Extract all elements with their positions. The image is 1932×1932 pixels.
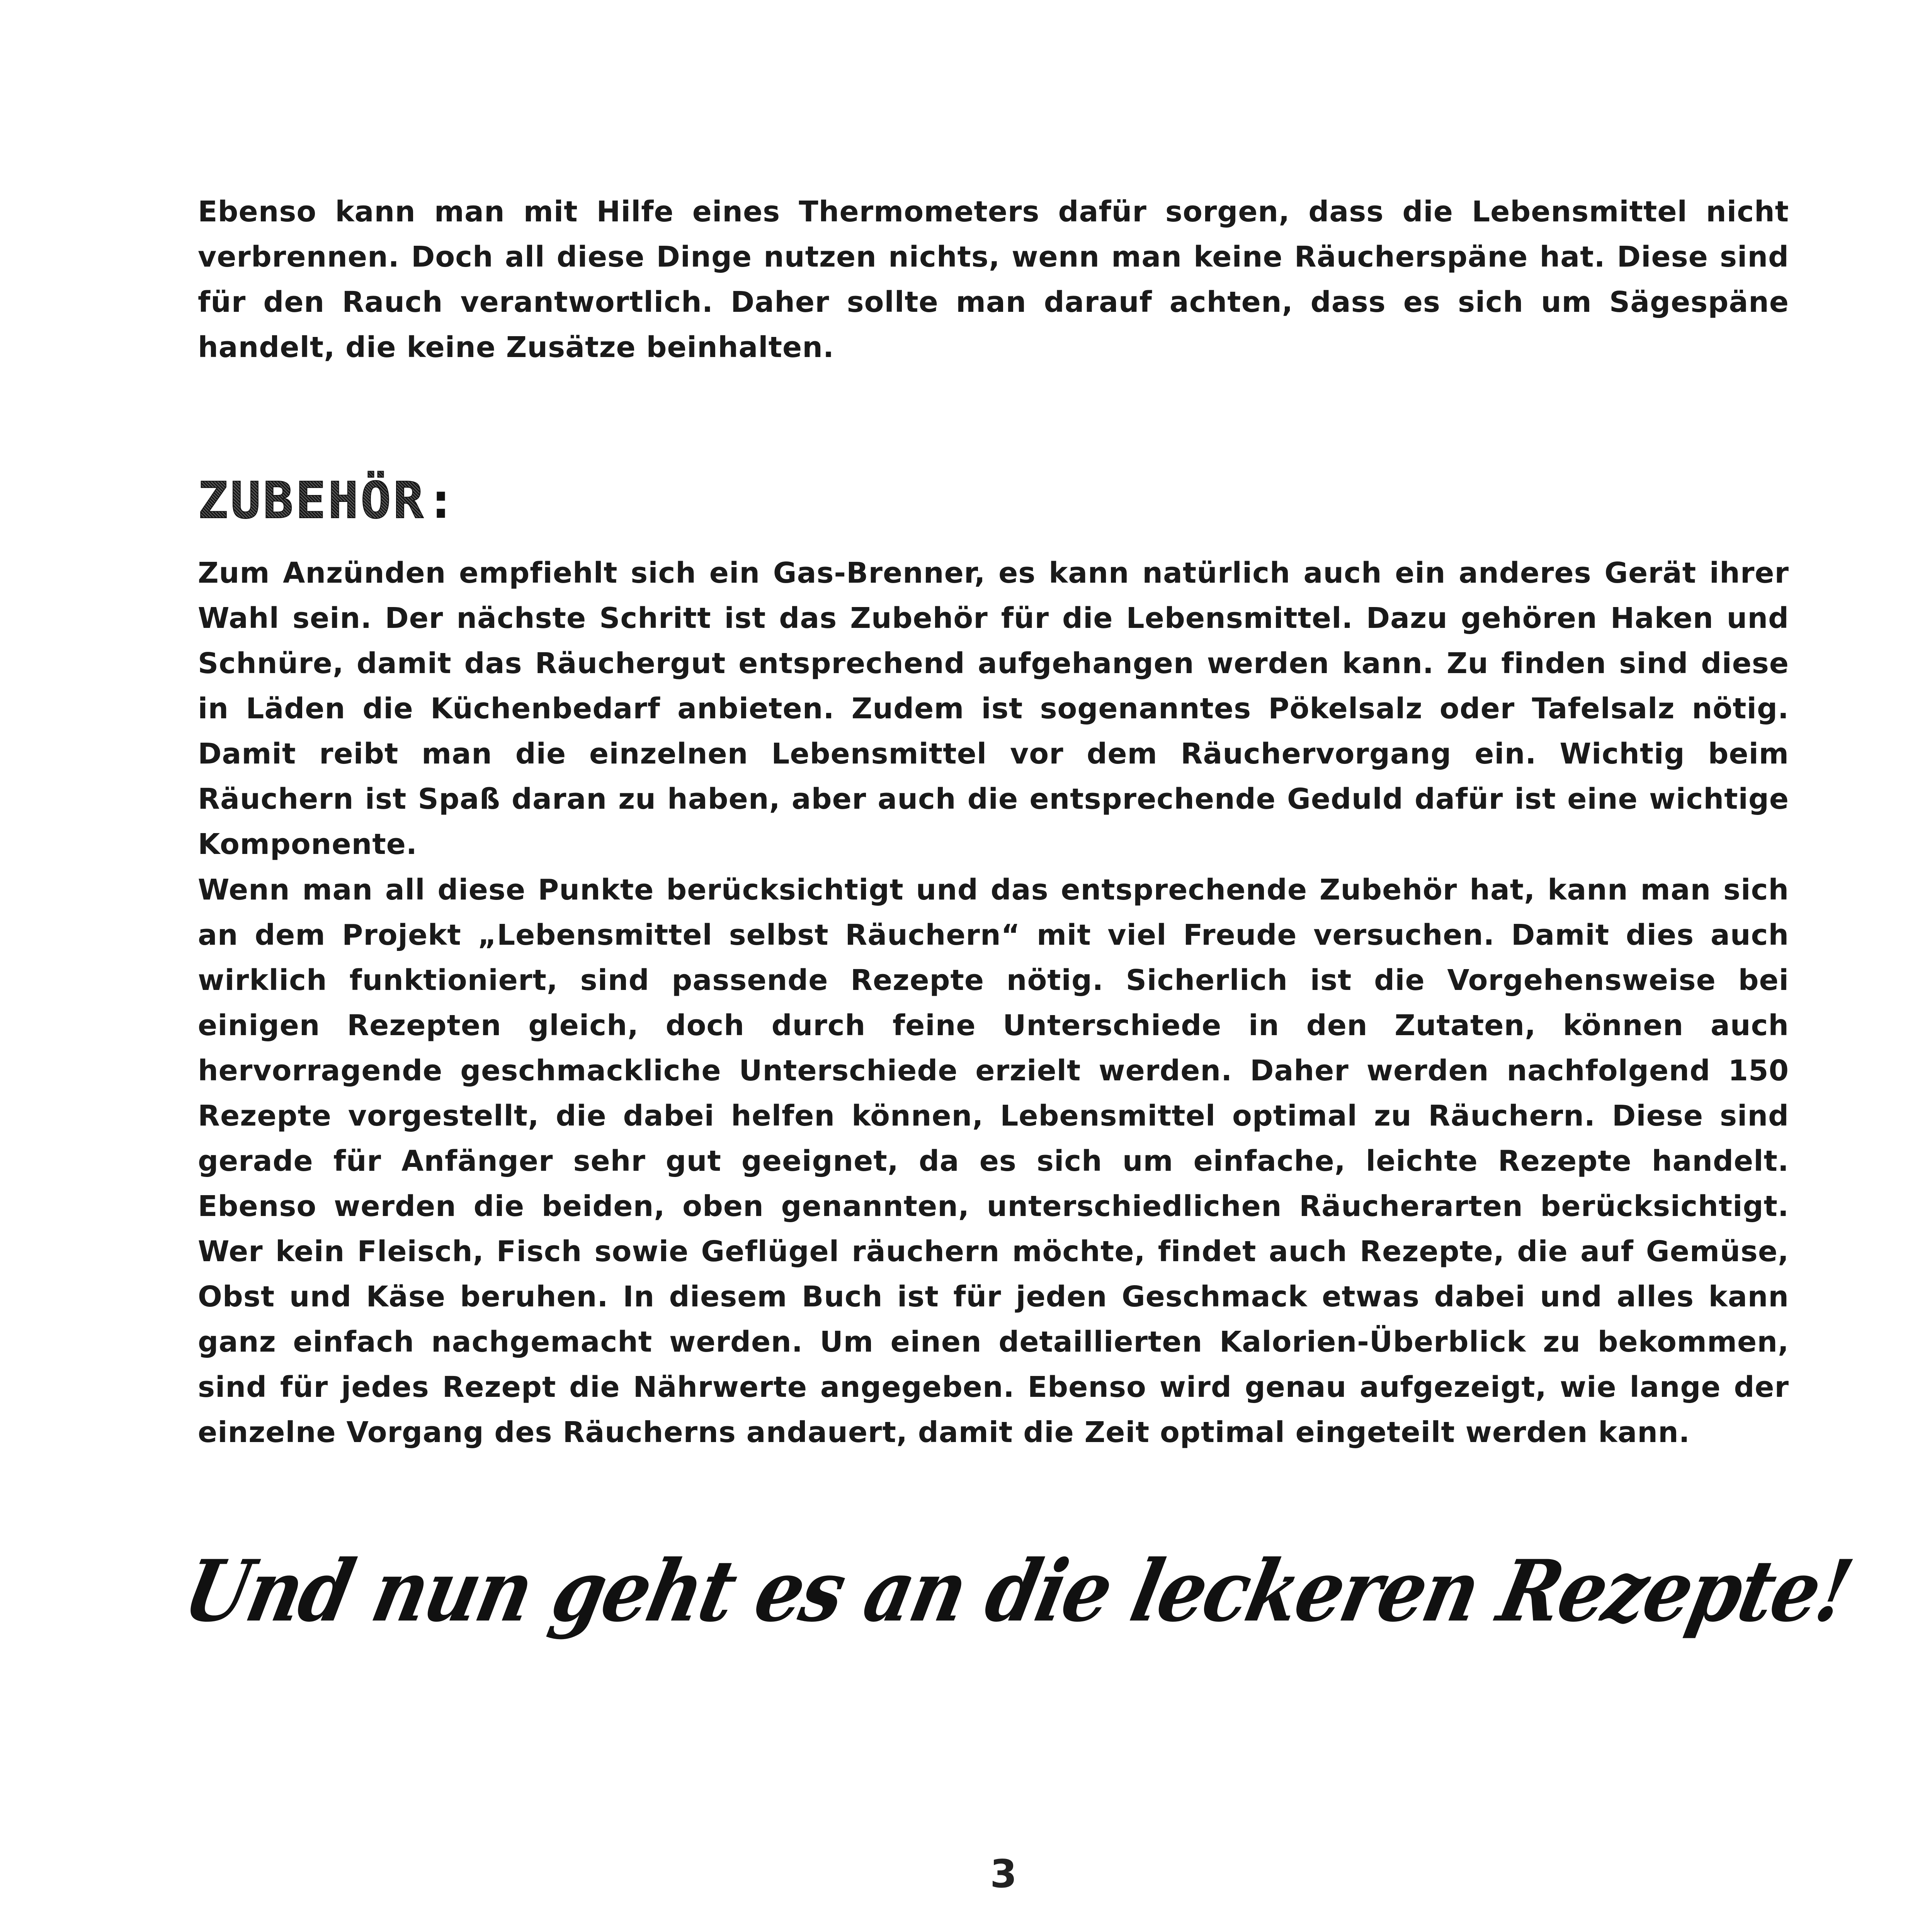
closing-script-line: Und nun geht es an die leckeren Rezepte! xyxy=(176,1541,1859,1641)
accessories-paragraph: Zum Anzünden empfiehlt sich ein Gas-Brenner, es kann natürlich auch ein anderes Gerät ihrer Wahl sein. Der nächste Schritt ist das Zubehör für die Lebensmittel. Dazu gehören Haken und Schnüre, damit das Räuchergut entsprechend aufgehangen werden kann. Zu finden sind diese in Läden die Küchenbedarf anbieten. Zudem ist sogenanntes Pökelsalz oder Tafelsalz nötig. Damit reibt man die einzelnen Lebensmittel vor dem Räuchervorgang ein. Wichtig beim Räuchern ist Spaß daran zu haben, aber auch die entsprechende Geduld dafür ist eine wichtige Komponente. xyxy=(198,556,1789,861)
intro-paragraph: Ebenso kann man mit Hilfe eines Thermometers dafür sorgen, dass die Lebensmittel nicht verbrennen. Doch all diese Dinge nutzen nichts, wenn man keine Räucherspäne hat. Diese sind für den Rauch verantwortlich. Daher sollte man darauf achten, dass es sich um Sägespäne handelt, die keine Zusätze beinhalten. xyxy=(198,195,1789,364)
section-heading-text: ZUBEHÖR xyxy=(198,471,426,530)
section-heading-colon: : xyxy=(425,471,459,530)
summary-paragraph: Wenn man all diese Punkte berücksichtigt und das entsprechende Zubehör hat, kann man sich an dem Projekt „Lebensmittel selbst Räuchern“ mit viel Freude versuchen. Damit dies auch wirklich funktioniert, sind passende Rezepte nötig. Sicherlich ist die Vorgehensweise bei einigen Rezepten gleich, doch durch feine Unterschiede in den Zutaten, können auch hervorragende geschmackliche Unterschiede erzielt werden. Daher werden nachfolgend 150 Rezepte vorgestellt, die dabei helfen können, Lebensmittel optimal zu Räuchern. Diese sind gerade für Anfänger sehr gut geeignet, da es sich um einfache, leichte Rezepte handelt. Ebenso werden die beiden, oben genannten, unterschiedlichen Räucherarten berücksichtigt. Wer kein Fleisch, Fisch sowie Geflügel räuchern möchte, findet auch Rezepte, die auf Gemüse, Obst und Käse beruhen. In diesem Buch ist für jeden Geschmack etwas dabei und alles kann ganz einfach nachgemacht werden. Um einen detaillierten Kalorien-Überblick zu bekommen, sind für jedes Rezept die Nährwerte angegeben. Ebenso wird genau aufgezeigt, wie lange der einzelne Vorgang des Räucherns andauert, damit die Zeit optimal eingeteilt werden kann. xyxy=(198,873,1789,1449)
page-number: 3 xyxy=(990,1851,1017,1896)
section-heading xyxy=(198,471,459,530)
